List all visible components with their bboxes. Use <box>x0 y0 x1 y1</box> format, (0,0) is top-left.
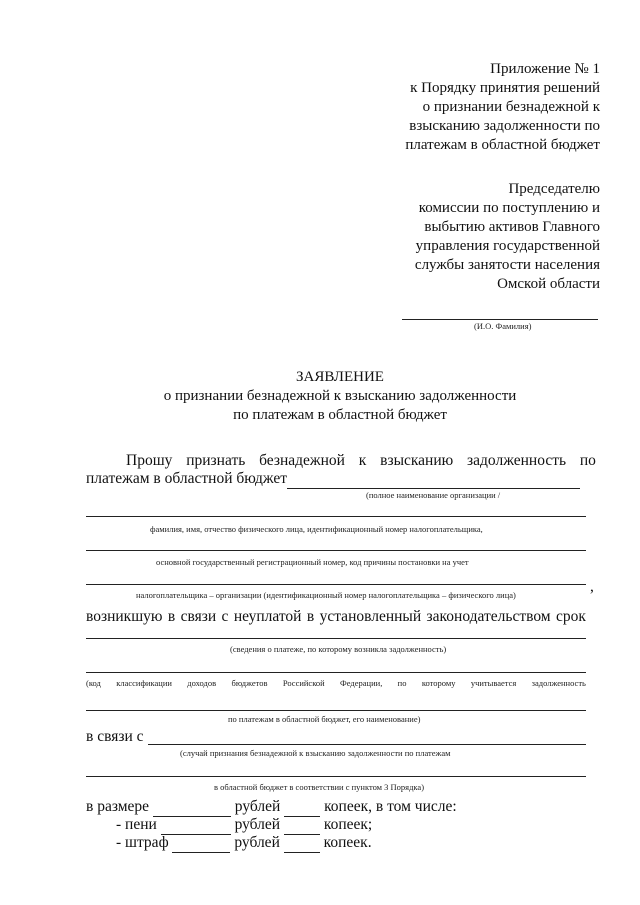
word: признать <box>186 452 246 469</box>
word: законодательством <box>426 608 551 625</box>
word: учитывается <box>470 678 517 688</box>
word: Федерации, <box>340 678 383 688</box>
caption-case-2: в областной бюджет в соответствии с пунктом 3 Порядка) <box>214 782 425 792</box>
kbk-field[interactable] <box>86 672 586 673</box>
signature-caption: (И.О. Фамилия) <box>474 321 532 331</box>
appendix-line: к Порядку принятия решений <box>410 80 600 96</box>
word: в <box>167 608 176 625</box>
word: возникшую <box>86 608 163 625</box>
inn-field[interactable] <box>86 584 586 585</box>
in-connection-label: в связи с <box>86 728 144 745</box>
fine-rubles-field[interactable] <box>172 834 230 853</box>
request-line-2: платежам в областной бюджет <box>86 470 288 487</box>
signature-line <box>402 319 598 320</box>
word: установленный <box>319 608 422 625</box>
word: взысканию <box>380 452 454 469</box>
word: связи <box>180 608 217 625</box>
kopecks-label: копеек, в том числе: <box>324 798 457 815</box>
rubles-label: рублей <box>234 834 280 851</box>
caption-fio: фамилия, имя, отчество физического лица, идентификационный номер налогоплательщика, <box>150 524 483 534</box>
reason-field[interactable] <box>148 744 586 745</box>
word: Прошу <box>126 452 173 469</box>
rubles-label: рублей <box>234 816 281 833</box>
word: доходов <box>187 678 217 688</box>
word: Российской <box>282 678 325 688</box>
word: к <box>358 452 367 469</box>
addressee-line: комиссии по поступлению и <box>418 200 600 216</box>
appendix-block <box>405 60 600 155</box>
addressee-line: выбытию активов Главного <box>424 219 600 235</box>
appendix-line: Приложение № 1 <box>490 61 600 77</box>
document-title-block <box>140 368 540 425</box>
word: (код <box>86 678 101 688</box>
caption-kbk <box>86 678 586 688</box>
word: безнадежной <box>259 452 345 469</box>
fine-label: - штраф <box>116 834 169 851</box>
word: по <box>397 678 407 688</box>
kopecks-field[interactable] <box>284 798 320 817</box>
kopecks-label: копеек. <box>323 834 372 851</box>
fio-field[interactable] <box>86 516 586 517</box>
word: с <box>221 608 229 625</box>
word: в <box>306 608 315 625</box>
document-subtitle: о признании безнадежной к взысканию задолженности <box>163 388 517 404</box>
rubles-label: рублей <box>234 798 281 815</box>
fine-kopecks-field[interactable] <box>284 834 320 853</box>
penalty-kopecks-field[interactable] <box>284 816 320 835</box>
caption-organization: (полное наименование организации / <box>366 490 501 500</box>
word: срок <box>555 608 586 625</box>
word: классификации <box>116 678 172 688</box>
document-subtitle: по платежам в областной бюджет <box>233 407 447 423</box>
caption-budget: по платежам в областной бюджет, его наименование) <box>228 714 421 724</box>
reason-field-2[interactable] <box>86 776 586 777</box>
penalty-rubles-field[interactable] <box>161 816 231 835</box>
amount-row-total <box>86 798 457 817</box>
word: по <box>579 452 596 469</box>
penalty-label: - пени <box>116 816 157 833</box>
amount-label: в размере <box>86 798 150 815</box>
comma: , <box>590 578 594 595</box>
document-title: ЗАЯВЛЕНИЕ <box>296 369 384 385</box>
appendix-line: взысканию задолженности по <box>409 118 600 134</box>
ogrn-field[interactable] <box>86 550 586 551</box>
caption-ogrn: основной государственный регистрационный номер, код причины постановки на учет <box>156 557 469 567</box>
addressee-line: Омской области <box>497 276 600 292</box>
organization-name-field[interactable] <box>287 488 580 489</box>
word: бюджетов <box>231 678 268 688</box>
addressee-line: управления государственной <box>415 238 600 254</box>
word: которому <box>421 678 456 688</box>
word: задолженность <box>467 452 567 469</box>
addressee-block <box>415 180 600 294</box>
appendix-line: платежам в областной бюджет <box>405 137 600 153</box>
rubles-field[interactable] <box>153 798 231 817</box>
addressee-line: Председателю <box>508 181 600 197</box>
amount-row-penalty <box>116 816 372 835</box>
kopecks-label: копеек; <box>323 816 373 833</box>
word: задолженность <box>531 678 586 688</box>
caption-inn: налогоплательщика – организации (идентификационный номер налогоплательщика – физического лица) <box>136 590 516 600</box>
request-line-1 <box>126 452 596 470</box>
payment-info-field[interactable] <box>86 638 586 639</box>
arisen-line <box>86 608 586 626</box>
caption-case: (случай признания безнадежной к взысканию задолженности по платежам <box>180 748 451 758</box>
amount-row-fine <box>116 834 372 853</box>
addressee-line: службы занятости населения <box>414 257 600 273</box>
caption-payment: (сведения о платеже, по которому возникла задолженность) <box>230 644 447 654</box>
budget-name-field[interactable] <box>86 710 586 711</box>
appendix-line: о признании безнадежной к <box>422 99 600 115</box>
word: неуплатой <box>233 608 302 625</box>
